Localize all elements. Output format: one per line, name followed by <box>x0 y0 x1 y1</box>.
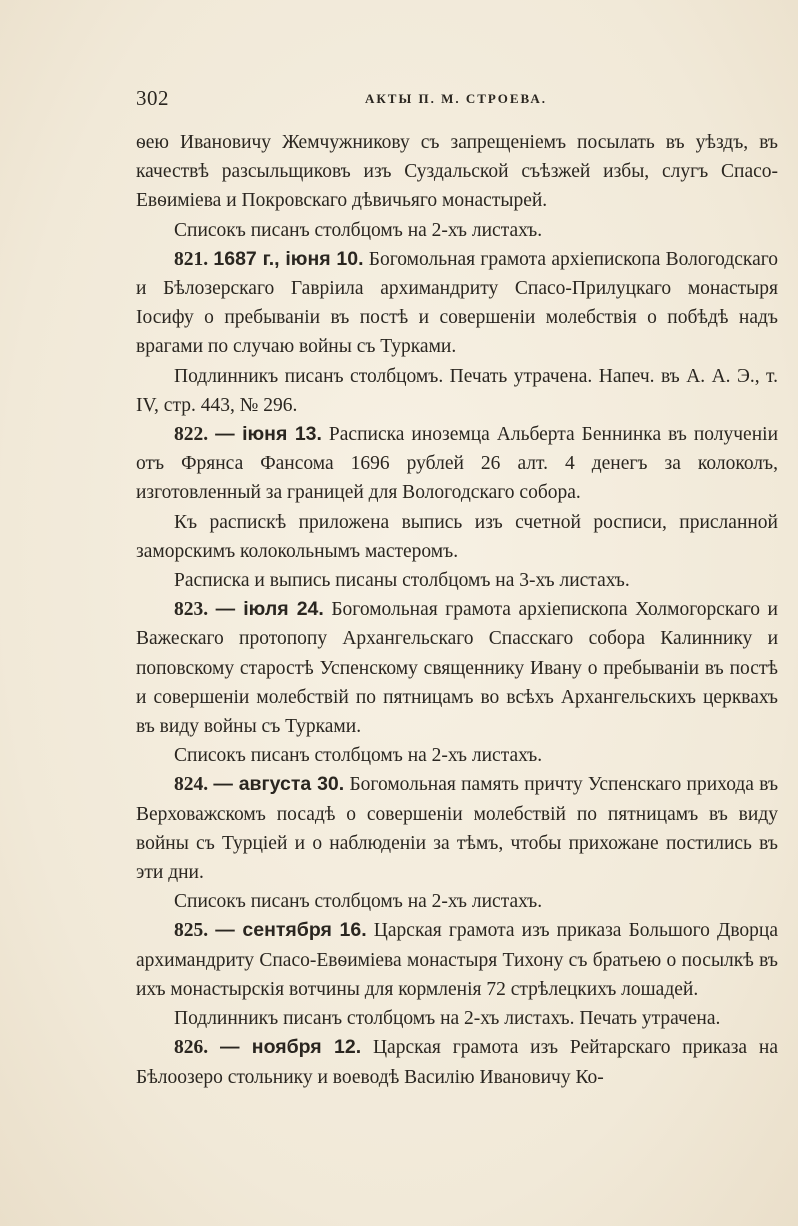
entry-date: — іюня 13. <box>215 423 322 446</box>
entry-number: 826. <box>174 1037 209 1059</box>
paragraph: Списокъ писанъ столбцомъ на 2-хъ листахъ. <box>174 219 543 241</box>
paragraph: Расписка и выпись писаны столбцомъ на 3-хъ листахъ. <box>174 570 630 592</box>
page-header <box>136 86 776 120</box>
paragraph: Списокъ писанъ столбцомъ на 2-хъ листахъ. <box>174 745 543 767</box>
paragraph: Подлинникъ писанъ столбцомъ. Печать утрачена. Напеч. въ А. А. Э., т. IV, стр. 443, № 296. <box>136 365 778 416</box>
entry-paragraph: 821. 1687 г., іюня 10. Богомольная грамота архіепископа Вологодскаго и Бѣлозерскаго Гавріила архимандриту Спасо-Прилуцкаго монастыря Іосифу о пребываніи въ постѣ и совершеніи молебствія о побѣдѣ надъ врагами по случаю войны съ Турками. <box>136 247 779 358</box>
entry-date: 1687 г., іюня 10. <box>213 247 364 270</box>
entry-number: 824. <box>174 774 209 796</box>
paragraph: Къ распискѣ приложена выпись изъ счетной росписи, присланной заморскимъ колокольнымъ мастеромъ. <box>136 511 778 562</box>
entry-paragraph: 822. — іюня 13. Расписка иноземца Альберта Беннинка въ полученіи отъ Фрянса Фансома 1696 рублей 26 алт. 4 денегъ за колоколъ, изготовленный за границей для Вологодскаго собора. <box>136 423 778 504</box>
entry-paragraph: 823. — іюля 24. Богомольная грамота архіепископа Холмогорскаго и Важескаго протопопу Архангельскаго Спасскаго собора Калиннику и поповскому старостѣ Успенскому священнику Ивану о пребываніи въ постѣ и совершеніи молебствій по пятницамъ во всѣхъ Архангельскихъ церквахъ въ виду войны съ Турками. <box>136 598 778 738</box>
entry-paragraph: 826. — ноября 12. Царская грамота изъ Рейтарскаго приказа на Бѣлоозеро стольнику и воеводѣ Василію Ивановичу Ко- <box>136 1036 778 1088</box>
paragraph: ѳею Ивановичу Жемчужникову съ запрещеніемъ посылать въ уѣздъ, въ качествѣ разсыльщиковъ изъ Суздальской съѣзжей избы, слугъ Спасо-Евѳиміева и Покровскаго дѣвичьяго монастырей. <box>136 132 778 212</box>
entry-number: 822. <box>174 424 209 446</box>
running-title: АКТЫ П. М. СТРОЕВА. <box>364 91 548 106</box>
body-text <box>136 128 778 1092</box>
entry-number: 821. <box>174 248 209 270</box>
entry-date: — іюля 24. <box>215 598 324 621</box>
paragraph: Подлинникъ писанъ столбцомъ на 2-хъ листахъ. Печать утрачена. <box>174 1008 721 1030</box>
page-number: 302 <box>136 86 169 110</box>
entry-number: 825. <box>174 920 209 942</box>
entry-paragraph: 825. — сентября 16. Царская грамота изъ приказа Большого Дворца архимандриту Спасо-Евѳиміева монастыря Тихону съ братьею о посылкѣ въ ихъ монастырскія вотчины для кормленія 72 стрѣлецкихъ лошадей. <box>136 919 779 1000</box>
entry-date: — августа 30. <box>213 773 345 796</box>
entry-paragraph: 824. — августа 30. Богомольная память причту Успенскаго прихода въ Верховажскомъ посадѣ о совершеніи молебствій по пятницамъ въ виду войны съ Турціей и о наблюденіи за тѣмъ, чтобы прихожане постились въ эти дни. <box>136 773 779 884</box>
entry-number: 823. <box>174 599 209 621</box>
entry-date: — сентября 16. <box>215 919 367 942</box>
entry-date: — ноября 12. <box>219 1036 362 1059</box>
paragraph: Списокъ писанъ столбцомъ на 2-хъ листахъ. <box>174 891 543 913</box>
